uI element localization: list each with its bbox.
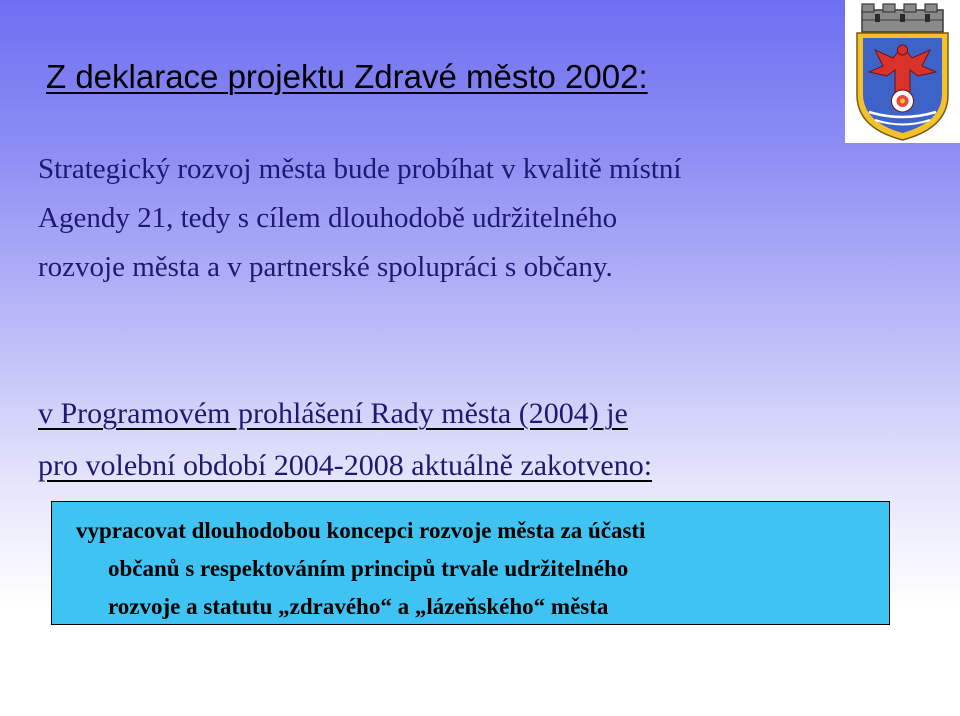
intro-paragraph: [38, 145, 938, 292]
intro-line: rozvoje města a v partnerské spolupráci s občany.: [38, 251, 613, 283]
goal-line: občanů s respektováním principů trvale udržitelného: [108, 556, 629, 581]
goal-line: rozvoje a statutu „zdravého“ a „lázeňského“ města: [108, 594, 609, 619]
goal-box: [51, 501, 890, 625]
program-line: pro volební období 2004-2008 aktuálně zakotveno:: [38, 449, 653, 482]
goal-line: vypracovat dlouhodobou koncepci rozvoje města za účasti: [76, 518, 646, 543]
program-paragraph: [38, 388, 938, 492]
slide-title: Z deklarace projektu Zdravé město 2002:: [46, 58, 648, 95]
goal-paragraph: [76, 512, 889, 626]
intro-line: Strategický rozvoj města bude probíhat v kvalitě místní: [38, 153, 682, 185]
coat-of-arms: [845, 0, 960, 143]
coat-of-arms-icon: [845, 0, 960, 143]
program-line: v Programovém prohlášení Rady města (2004) je: [38, 397, 628, 430]
intro-line: Agendy 21, tedy s cílem dlouhodobě udržitelného: [38, 202, 618, 234]
